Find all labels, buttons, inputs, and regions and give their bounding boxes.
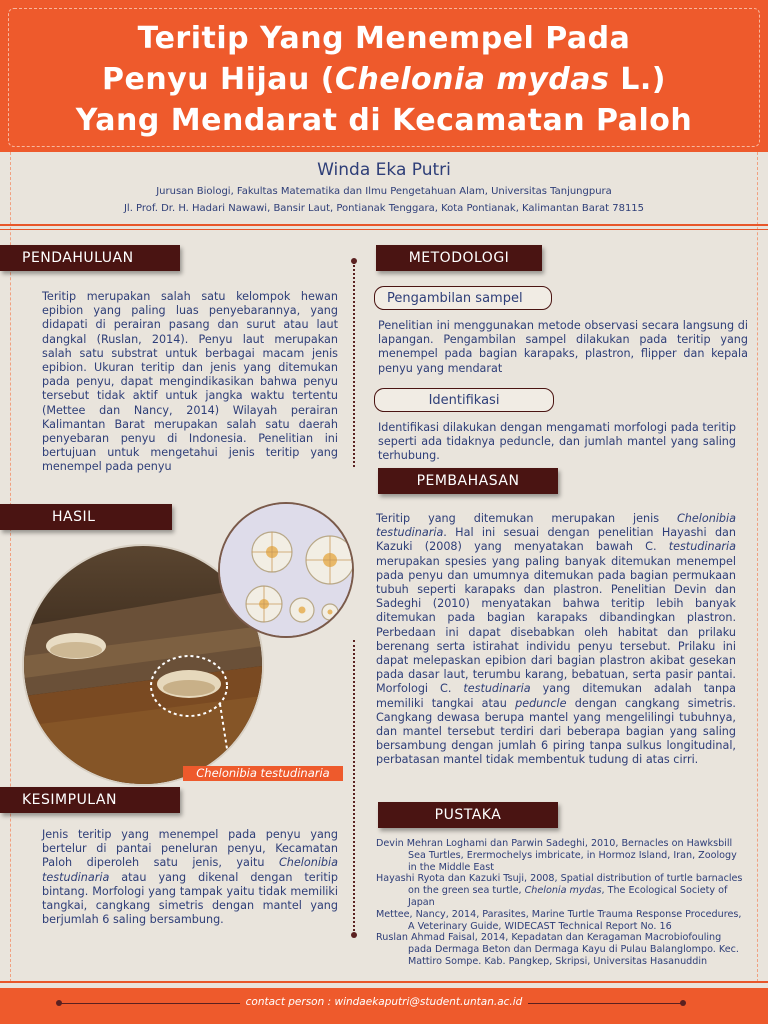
pembahasan-italic: Chelonibia testudinaria <box>376 512 736 540</box>
section-title: HASIL <box>52 509 96 525</box>
pembahasan-text <box>376 512 736 768</box>
reference-part: , The Ecological Society of Japan <box>408 885 728 908</box>
title-line-2-pre: Penyu Hijau ( <box>102 62 335 97</box>
reference-item: Devin Mehran Loghami dan Parwin Sadeghi, 2010, Bernacles on Hawksbill Sea Turtles, Erermochelys imbricate, in Hormoz Island, Iran, Zoology in the Middle East <box>376 838 737 873</box>
subheader-label: Pengambilan sampel <box>387 291 523 306</box>
section-title: PENDAHULUAN <box>22 250 134 266</box>
kesimpulan-text <box>42 828 338 927</box>
reference-item <box>376 873 748 908</box>
contact-info <box>0 996 768 1008</box>
section-title: PEMBAHASAN <box>416 473 520 489</box>
center-divider-lower <box>353 640 355 935</box>
center-divider-dot <box>351 932 357 938</box>
poster-title <box>20 18 748 141</box>
subheader-pengambilan-sampel <box>374 286 552 310</box>
reference-italic: Chelonia mydas <box>524 885 602 897</box>
kesimpulan-text-pre: Jenis teritip yang menempel pada penyu yang bertelur di pantai peneluran penyu, Kecamatan Paloh diperoleh satu jenis, yaitu <box>42 828 338 870</box>
center-divider-upper <box>353 262 355 467</box>
section-header-pustaka <box>378 802 558 828</box>
left-dashed-border <box>10 152 11 982</box>
pendahuluan-text: Teritip merupakan salah satu kelompok hewan epibion yang paling luas penyebarannya, yang didapati di perairan pasang dan surut atau laut dangkal (Ruslan, 2014). Penyu laut merupakan salah satu substrat untuk berbagai macam jenis epibion. Ukuran teritip dan jenis yang ditemukan pada penyu, dapat mengindikasikan bahwa penyu tersebut tidak aktif untuk jangka waktu tertentu (Mettee dan Nancy, 2014) Wilayah perairan Kalimantan Barat merupakan salah satu daerah penyebaran penyu di Indonesia. Penelitian ini bertujuan untuk mengetahui jenis teritip yang menempel pada penyu <box>42 290 338 474</box>
pengambilan-sampel-text: Penelitian ini menggunakan metode observasi secara langsung di lapangan. Pengambilan sampel dilakukan pada teritip yang menempel pada bagian karapaks, plastron, flipper dan kepala penyu yang mendarat <box>378 319 748 375</box>
divider-bottom <box>0 981 768 983</box>
kesimpulan-species: Chelonibia testudinaria <box>42 856 338 884</box>
section-header-metodologi <box>376 245 542 271</box>
section-title: METODOLOGI <box>408 250 510 266</box>
header-banner <box>0 0 768 152</box>
center-divider-dot <box>351 258 357 264</box>
contact-wrapper <box>240 996 529 1008</box>
section-header-pembahasan <box>378 468 558 494</box>
title-line-2 <box>20 59 748 100</box>
kesimpulan-text-post: atau yang dikenal dengan teritip bintang. Morfologi yang tampak yaitu tidak memiliki tangkai, cangkang simetris dengan mantel yang berjumlah 6 saling bersambung. <box>42 870 338 927</box>
section-title: PUSTAKA <box>434 807 502 823</box>
specimens-illustration <box>220 504 352 636</box>
pembahasan-italic: testudinaria <box>463 682 531 696</box>
right-dashed-border <box>757 152 758 982</box>
contact-label: contact person : <box>245 996 335 1008</box>
footer-bar <box>0 988 768 1024</box>
contact-email[interactable]: windaekaputri@student.untan.ac.id <box>334 996 523 1008</box>
reference-list <box>376 838 748 968</box>
title-line-2-post: L.) <box>609 62 666 97</box>
affiliation-line-1: Jurusan Biologi, Fakultas Matematika dan Ilmu Pengetahuan Alam, Universitas Tanjungpura <box>156 186 612 197</box>
pembahasan-italic: testudinaria <box>668 540 736 554</box>
title-species: Chelonia mydas <box>334 62 610 97</box>
pembahasan-italic: peduncle <box>515 696 567 710</box>
reference-item: Ruslan Ahmad Faisal, 2014, Kepadatan dan Keragaman Macrobiofouling pada Dermaga Beton dan Dermaga Kayu di Pulau Balanglompo. Kec. Mattiro Sompe. Kab. Pangkep, Skripsi, Universitas Hasanuddin <box>376 932 739 967</box>
pembahasan-part: yang ditemukan adalah tanpa memiliki tangkai atau <box>376 682 737 710</box>
reference-part: Hayashi Ryota dan Kazuki Tsuji, 2008, Spatial distribution of turtle barnacles on the green sea turtle, <box>376 873 743 897</box>
identifikasi-text: Identifikasi dilakukan dengan mengamati morfologi pada teritip seperti ada tidaknya peduncle, dan jumlah mantel yang saling terhubung. <box>378 421 736 463</box>
author-name: Winda Eka Putri <box>317 160 451 180</box>
pembahasan-part: Teritip yang ditemukan merupakan jenis <box>376 512 677 525</box>
title-line-1: Teritip Yang Menempel Pada <box>137 21 631 56</box>
reference-item: Mettee, Nancy, 2014, Parasites, Marine Turtle Trauma Response Procedures, A Veterinary Guide, WIDECAST Technical Report No. 16 <box>376 908 742 932</box>
section-title: KESIMPULAN <box>22 792 117 808</box>
subheader-identifikasi <box>374 388 554 412</box>
pembahasan-part: . Hal ini sesuai dengan penelitian Hayashi dan Kazuki (2008) yang menyatakan bawah C. <box>376 526 736 554</box>
barnacle-specimens-photo <box>218 502 354 638</box>
section-header-hasil <box>0 504 172 530</box>
affiliation-line-2: Jl. Prof. Dr. H. Hadari Nawawi, Bansir Laut, Pontianak Tenggara, Kota Pontianak, Kalimantan Barat 78115 <box>123 203 645 214</box>
photo-caption: Chelonibia testudinaria <box>183 766 343 781</box>
section-header-pendahuluan <box>0 245 180 271</box>
section-header-kesimpulan <box>0 787 180 813</box>
title-line-3: Yang Mendarat di Kecamatan Paloh <box>75 103 693 138</box>
pembahasan-part: merupakan spesies yang paling banyak ditemukan menempel pada penyu dan umumnya ditemukan pada bagian permukaan tubuh seperti karapaks dan plastron. Penelitian Devin dan Sadeghi (2010) menyatakan bahwa teritip lebih banyak ditemukan pada bagian karapaks dibandingkan plastron. Perbedaan ini dapat disebabkan oleh habitat dan prilaku berenang serta istirahat individu penyu tersebut. Prilaku ini dapat melepaskan epibion dari bagian plastron akibat gesekan pada dasar laut, terumbu karang, bebatuan, serta pasir pantai. Morfologi C. <box>376 554 736 696</box>
divider-top-thin <box>0 229 768 230</box>
divider-top <box>0 224 768 226</box>
subheader-label: Identifikasi <box>428 393 500 408</box>
pembahasan-part: dengan cangkang simetris. Cangkang dewasa berupa mantel yang mengelilingi tubuhnya, dan mantel tersebut terdiri dari beberapa bagian yang saling bersambung dengan jumlah 6 piring tanpa sulkus longitudinal, perbatasan mantel tidak membentuk tudung di atas cirri. <box>376 696 736 767</box>
